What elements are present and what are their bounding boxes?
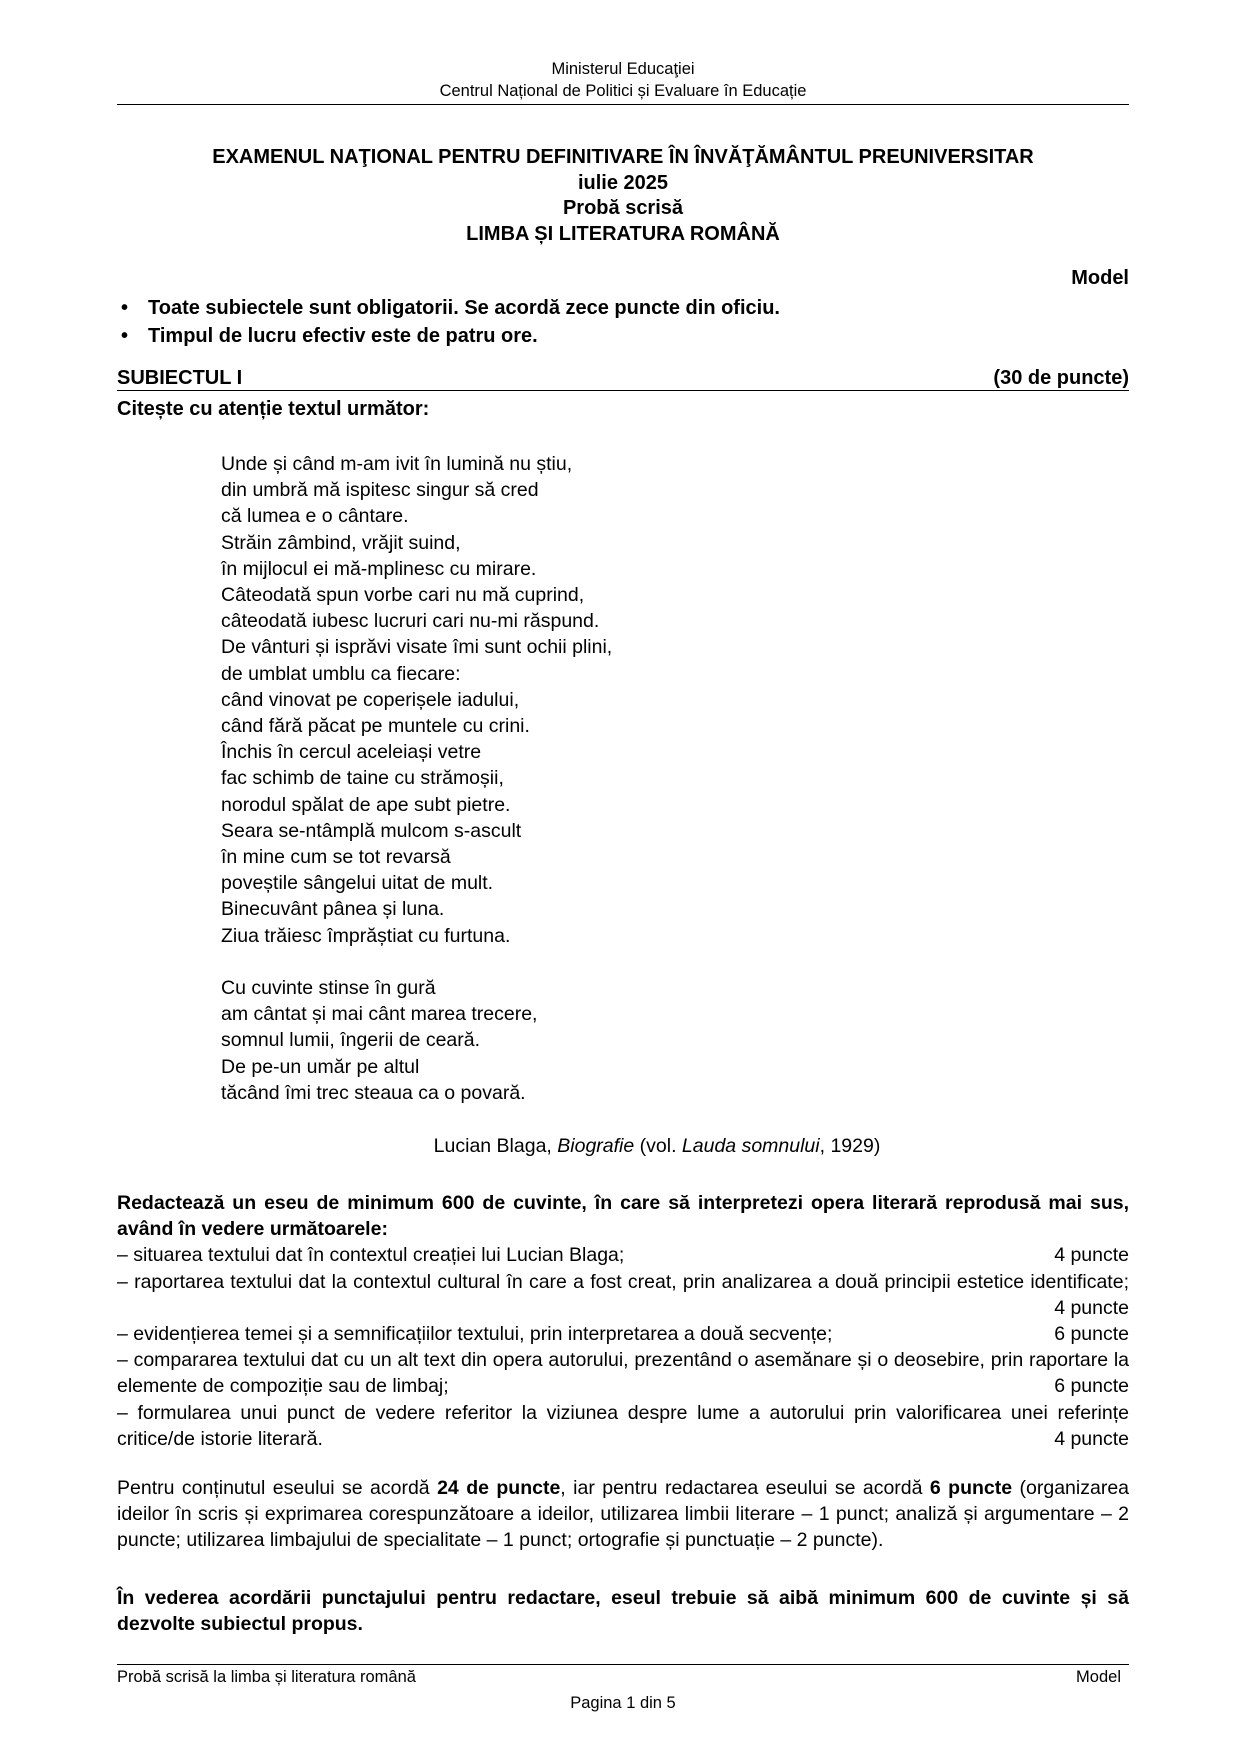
poem-line: din umbră mă ispitesc singur să cred [221,479,539,502]
poem-line: Închis în cercul aceleiași vetre [221,741,482,764]
poem [221,451,612,1106]
task-item [117,1269,1129,1321]
item-text: – raportarea textului dat la contextul cultural în care a fost creat, prin analizarea a două principii estetice identificate; [117,1270,1129,1293]
task-item [117,1400,1129,1452]
poem-line: tăcând îmi trec steaua ca o povară. [221,1081,526,1104]
poem-line: Străin zâmbind, vrăjit suind, [221,531,461,554]
author: Lucian Blaga, [433,1135,558,1157]
item-points: 6 puncte [1054,1323,1129,1346]
year: , 1929) [819,1135,881,1157]
scoring-paragraph [117,1475,1129,1554]
footer-left: Probă scrisă la limba și literatura română [117,1668,416,1686]
poem-stanza-1 [221,451,612,949]
subject-points: (30 de puncte) [993,367,1129,389]
header-divider [117,104,1129,105]
item-text: – compararea textului dat cu un alt text din opera autorului, prezentând o asemănare și o deosebire, prin raportare la elemente de compoziție sau de limbaj; [117,1349,1129,1398]
title-line: Probă scrisă [562,197,684,219]
instruction-item: • Timpul de lucru efectiv este de patru ore. [117,322,780,350]
item-points: 6 puncte [1054,1375,1129,1398]
title-line: LIMBA ȘI LITERATURA ROMÂNĂ [466,222,780,245]
task-item [117,1242,1129,1268]
poem-line: în mijlocul ei mă-mplinesc cu mirare. [221,557,537,580]
scoring-text: , iar pentru redactarea eseului se acordă [560,1477,930,1499]
task-item [117,1321,1129,1347]
item-points: 4 puncte [1054,1427,1129,1450]
item-text: – formularea unui punct de vedere referitor la viziunea despre lume a autorului prin valorificarea unei referințe critice/de istorie literară. [117,1401,1129,1450]
poem-line: că lumea e o cântare. [221,505,409,528]
poem-line: când fără păcat pe muntele cu crini. [221,715,530,738]
poem-line: câteodată iubesc lucruri cari nu-mi răspund. [221,610,600,633]
content-points: 24 de puncte [437,1477,561,1499]
task-intro: Redactează un eseu de minimum 600 de cuvinte, în care să interpretezi opera literară reprodusă mai sus, având în vedere următoarele: [117,1192,1129,1241]
writing-points: 6 puncte [929,1477,1013,1499]
task-item [117,1347,1129,1399]
page-number: Pagina 1 din 5 [570,1694,676,1712]
title-line: iulie 2025 [577,171,669,194]
instructions-list [117,294,780,350]
volume-title: Lauda somnului [681,1135,820,1157]
item-text: – evidențierea temei și a semnificațiilor textului, prin interpretarea a două secvențe; [117,1323,833,1346]
poem-line: în mine cum se tot revarsă [221,846,451,869]
subject-heading [117,366,1129,391]
footer-divider [117,1664,1129,1665]
poem-line: somnul lumii, îngerii de ceară. [221,1029,481,1052]
poem-line: când vinovat pe coperișele iadului, [221,688,520,711]
poem-line: norodul spălat de ape subt pietre. [221,793,511,816]
poem-line: am cântat și mai cânt marea trecere, [221,1003,538,1026]
poem-line: Seara se-ntâmplă mulcom s-ascult [221,819,522,842]
item-text: – situarea textului dat în contextul creației lui Lucian Blaga; [117,1244,625,1267]
poem-line: fac schimb de taine cu strămoșii, [221,767,504,790]
model-label: Model [1071,267,1129,289]
final-note: În vederea acordării punctajului pentru redactare, eseul trebuie să aibă minimum 600 de cuvinte și să dezvolte subiectul propus. [117,1587,1129,1636]
task-items [117,1242,1129,1452]
poem-line: Cu cuvinte stinse în gură [221,977,436,1000]
vol-prefix: (vol. [634,1135,682,1157]
poem-line: poveștile sângelui uitat de mult. [221,872,494,895]
poem-line: Câteodată spun vorbe cari nu mă cuprind, [221,584,585,607]
poem-line: De pe-un umăr pe altul [221,1055,420,1078]
exam-title [117,145,1129,247]
scoring-text: (organizarea ideilor în scris și exprimarea corespunzătoare a ideilor, utilizarea limbii literare – 1 punct; analiză și argumentare – 2 puncte; utilizarea limbajului de specialitate – 1 punct; ortografie și punctuație – 2 puncte). [117,1477,1130,1552]
footer-right: Model [1076,1668,1121,1686]
poem-line: De vânturi și isprăvi visate îmi sunt ochii plini, [221,636,613,659]
task-block [117,1190,1129,1452]
poem-line: Binecuvânt pânea și luna. [221,898,445,921]
read-prompt: Citește cu atenție textul următor: [117,398,430,420]
subject-label: SUBIECTUL I [117,367,243,389]
poem-stanza-2 [221,975,612,1106]
poem-line: de umblat umblu ca fiecare: [221,662,461,685]
instruction-item: • Toate subiectele sunt obligatorii. Se acordă zece puncte din oficiu. [117,294,780,322]
ministry-name: Ministerul Educaţiei [551,60,695,78]
poem-title: Biografie [557,1135,635,1157]
poem-line: Unde și când m-am ivit în lumină nu știu, [221,453,573,475]
poem-line: Ziua trăiesc împrăștiat cu furtuna. [221,924,511,947]
stanza-gap [221,949,612,975]
item-points: 4 puncte [1054,1244,1129,1267]
item-points: 4 puncte [1054,1296,1129,1319]
poem-attribution [117,1135,1197,1158]
page-footer [117,1668,1129,1687]
title-line: EXAMENUL NAŢIONAL PENTRU DEFINITIVARE ÎN ÎNVĂŢĂMÂNTUL PREUNIVERSITAR [212,146,1034,168]
scoring-text: Pentru conținutul eseului se acordă [117,1477,438,1499]
page-header [117,58,1129,102]
center-name: Centrul Național de Politici și Evaluare în Educație [439,82,807,100]
